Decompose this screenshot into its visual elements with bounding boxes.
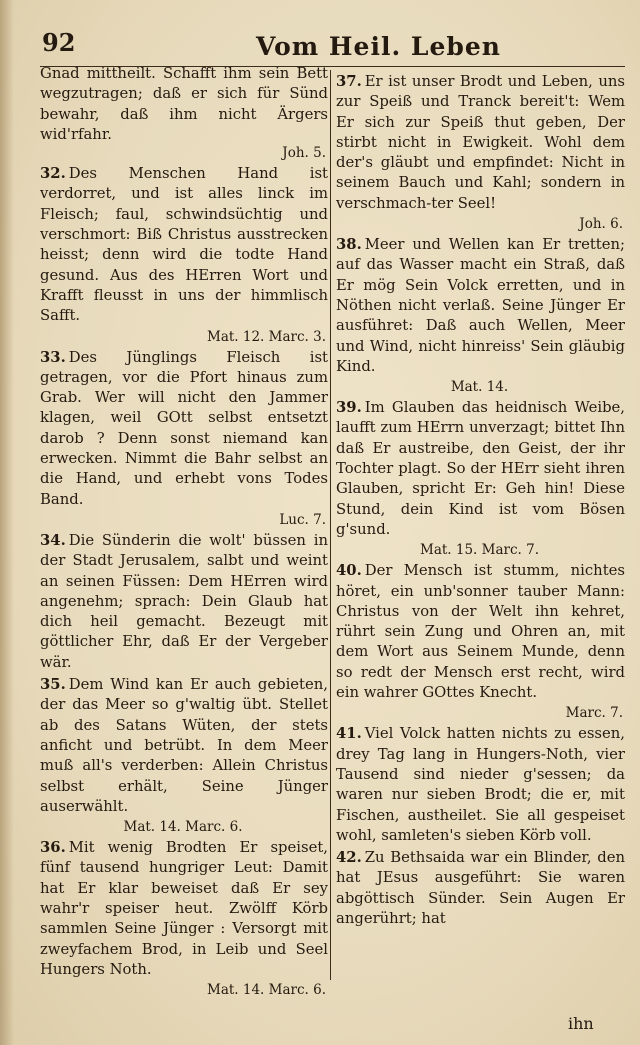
- stanza-38: [336, 235, 625, 377]
- scripture-reference: Marc. 7.: [565, 705, 623, 722]
- stanza-number: 32.: [40, 165, 66, 183]
- stanza-text: Dem Wind kan Er auch gebieten, der das Meer so g'waltig übt. Stellet ab des Satans Wüten, der stets anficht und betrübt. In dem Meer muß all's verderben: Allein Christus selbst erhält, Seine Jünger auserwählt.: [40, 676, 328, 815]
- stanza-number: 37.: [336, 73, 362, 90]
- left-column: [40, 64, 328, 1001]
- continued-text: Gnad mittheilt. Schafft ihm sein Bett wegzutragen; daß er sich für Sünd bewahr, daß ihm nicht Ärgers wid'rfahr.: [40, 65, 328, 143]
- stanza-number: 39.: [336, 399, 362, 417]
- stanza-35: [40, 675, 328, 817]
- stanza-number: 38.: [336, 236, 362, 254]
- scripture-reference: Mat. 14. Marc. 6.: [207, 982, 326, 999]
- stanza-text: Des Menschen Hand ist verdorret, und ist alles linck im Fleisch; faul, schwindsüchtig und verschmort: Biß Christus ausstrecken heisst; denn wird die todte Hand gesund. Aus des HErren Wort und Krafft fleusst in uns der himmlisch Safft.: [40, 165, 328, 325]
- stanza-text: Zu Bethsaida war ein Blinder, den hat JEsus ausgeführt: Sie waren abgöttisch Sünder. Sein Augen Er angerührt; hat: [336, 849, 625, 927]
- stanza-number: 40.: [336, 562, 362, 580]
- stanza-number: 34.: [40, 531, 66, 549]
- stanza-41: [336, 724, 625, 846]
- stanza-37: [336, 72, 625, 214]
- scripture-reference: Mat. 12. Marc. 3.: [207, 328, 326, 345]
- stanza-number: 42.: [336, 849, 362, 867]
- column-divider: [330, 70, 331, 980]
- stanza-32: [40, 164, 328, 326]
- page-number: 92: [42, 28, 76, 57]
- scripture-reference: Mat. 14. Marc. 6.: [123, 819, 243, 836]
- catchword: ihn: [568, 1014, 594, 1033]
- stanza-text: Viel Volck hatten nichts zu essen, drey Tag lang in Hungers-Noth, vier Tausend sind nieder g'sessen; da waren nur sieben Brodt; die er, mit Fischen, austheilet. Sie all gespeiset wohl, samleten's sieben Körb voll.: [336, 725, 625, 844]
- scripture-reference: Mat. 15. Marc. 7.: [420, 542, 539, 559]
- stanza-text: Mit wenig Brodten Er speiset, fünf tausend hungriger Leut: Damit hat Er klar beweiset daß Er sey wahr'r speiser heut. Zwölff Körb sammlen Seine Jünger : Versorgt mit zweyfachem Brod, in Leib und Seel Hungers Noth.: [40, 839, 328, 978]
- stanza-text: Der Mensch ist stumm, nichtes höret, ein unb'sonner tauber Mann: Christus von der Welt ihn kehret, rührt sein Zung und Ohren an, mit dem Wort aus Seinem Munde, denn so redt der Mensch erst recht, wird ein wahrer GOttes Knecht.: [336, 562, 625, 702]
- stanza-40: [336, 561, 625, 703]
- stanza-text: Meer und Wellen kan Er tretten; auf das Wasser macht ein Straß, daß Er mög Sein Volck erretten, und in Nöthen nicht verlaß. Seine Jünger Er ausführet: Daß auch Wellen, Meer und Wind, nicht hinreiss' Sein gläubig Kind.: [336, 236, 625, 375]
- right-column: [336, 72, 625, 931]
- stanza-text: Des Jünglings Fleisch ist getragen, vor die Pfort hinaus zum Grab. Wer will nicht den Jammer klagen, weil GOtt selbst entsetzt darob ? Denn sonst niemand kan erwecken. Nimmt die Bahr selbst an die Hand, und erhebt vons Todes Band.: [40, 348, 328, 508]
- stanza-number: 36.: [40, 839, 66, 857]
- stanza-text: Die Sünderin die wolt' büssen in der Stadt Jerusalem, salbt und weint an seinen Füssen: Dem HErren wird angenehm; sprach: Dein Glaub hat dich heil gemacht. Bezeugt mit göttlicher Ehr, daß Er der Vergeber wär.: [40, 531, 328, 671]
- stanza-text: Im Glauben das heidnisch Weibe, laufft zum HErrn unverzagt; bittet Ihn daß Er austreibe, den Geist, der ihr Tochter plagt. So der HErr sieht ihren Glauben, spricht Er: Geh hin! Diese Stund, dein Kind ist vom Bösen g'sund.: [336, 399, 625, 538]
- scripture-reference: Mat. 14.: [450, 379, 509, 396]
- stanza-number: 41.: [336, 725, 362, 743]
- stanza-number: 35.: [40, 676, 66, 694]
- stanza-33: [40, 348, 328, 510]
- page-gutter-shadow: [0, 0, 14, 1045]
- stanza-text: Er ist unser Brodt und Leben, uns zur Speiß und Tranck bereit't: Wem Er sich zur Speiß thut geben, Der stirbt nicht in Ewigkeit. Wohl dem der's gläubt und empfindet: Nicht in seinem Bauch und Kahl; sondern in verschmach-ter Seel!: [336, 73, 625, 212]
- running-title: Vom Heil. Leben: [256, 32, 501, 61]
- scripture-reference: Luc. 7.: [279, 511, 326, 528]
- stanza-36: [40, 838, 328, 980]
- stanza-number: 33.: [40, 348, 66, 366]
- scripture-reference: Joh. 5.: [282, 145, 326, 162]
- stanza-39: [336, 398, 625, 540]
- scripture-reference: Joh. 6.: [579, 216, 623, 233]
- stanza-42: [336, 848, 625, 929]
- stanza-34: [40, 531, 328, 673]
